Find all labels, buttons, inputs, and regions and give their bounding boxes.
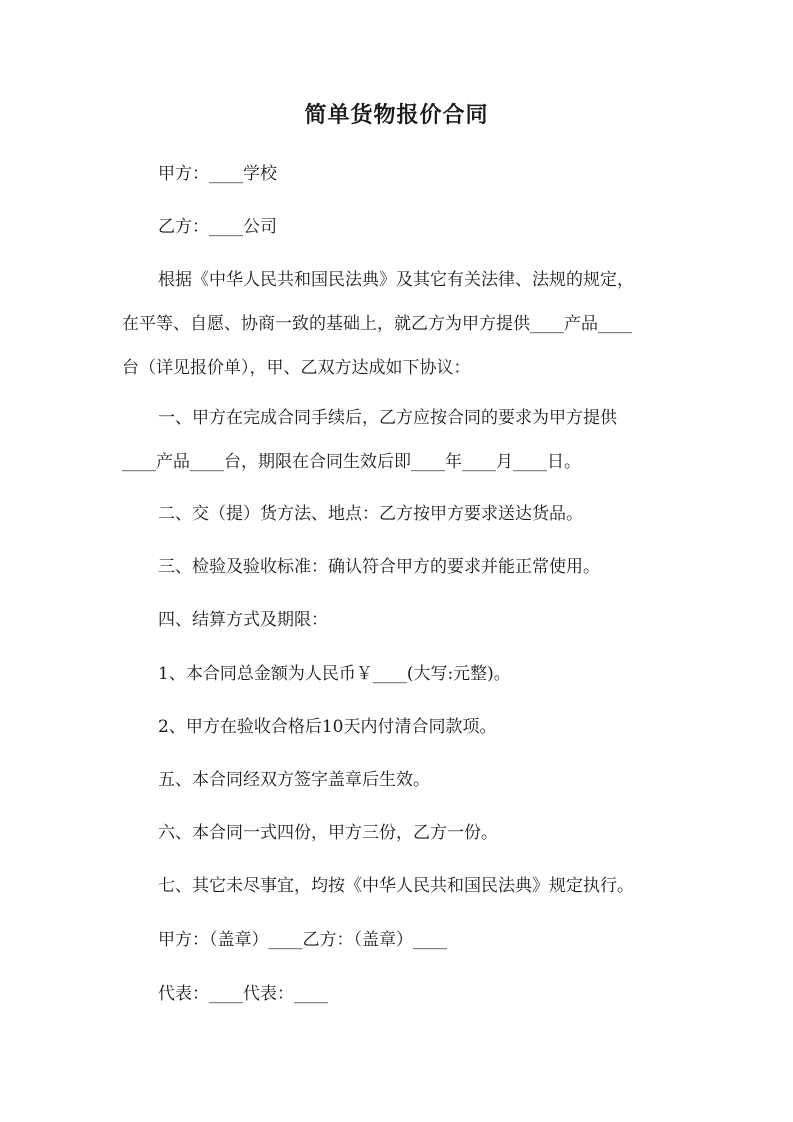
- clause-1-line-1: 一、甲方在完成合同手续后，乙方应按合同的要求为甲方提供: [158, 408, 617, 428]
- party-a-line: 甲方：____学校: [158, 164, 277, 184]
- clause-7: 七、其它未尽事宜，均按《中华人民共和国民法典》规定执行。: [158, 876, 634, 896]
- clause-5: 五、本合同经双方签字盖章后生效。: [158, 770, 430, 790]
- signature-line: 甲方：（盖章）____乙方：（盖章）____: [158, 930, 447, 950]
- clause-1-line-2: ____产品____台，期限在合同生效后即____年____月____日。: [122, 452, 581, 472]
- clause-6: 六、本合同一式四份，甲方三份，乙方一份。: [158, 823, 498, 843]
- clause-4-2: 2、甲方在验收合格后10天内付清合同款项。: [158, 717, 497, 737]
- clause-4-1: 1、本合同总金额为人民币￥____(大写:元整)。: [158, 664, 511, 684]
- intro-line-1: 根据《中华人民共和国民法典》及其它有关法律、法规的规定，: [158, 270, 634, 290]
- party-b-line: 乙方：____公司: [158, 217, 277, 237]
- clause-4: 四、结算方式及期限：: [158, 610, 328, 630]
- clause-3: 三、检验及验收标准：确认符合甲方的要求并能正常使用。: [158, 557, 600, 577]
- intro-line-2: 在平等、自愿、协商一致的基础上，就乙方为甲方提供____产品____: [122, 314, 632, 334]
- representative-line: 代表：____代表：____: [158, 984, 328, 1004]
- clause-2: 二、交（提）货方法、地点：乙方按甲方要求送达货品。: [158, 504, 583, 524]
- document-title: 简单货物报价合同: [304, 102, 489, 128]
- intro-line-3: 台（详见报价单），甲、乙双方达成如下协议：: [122, 358, 471, 378]
